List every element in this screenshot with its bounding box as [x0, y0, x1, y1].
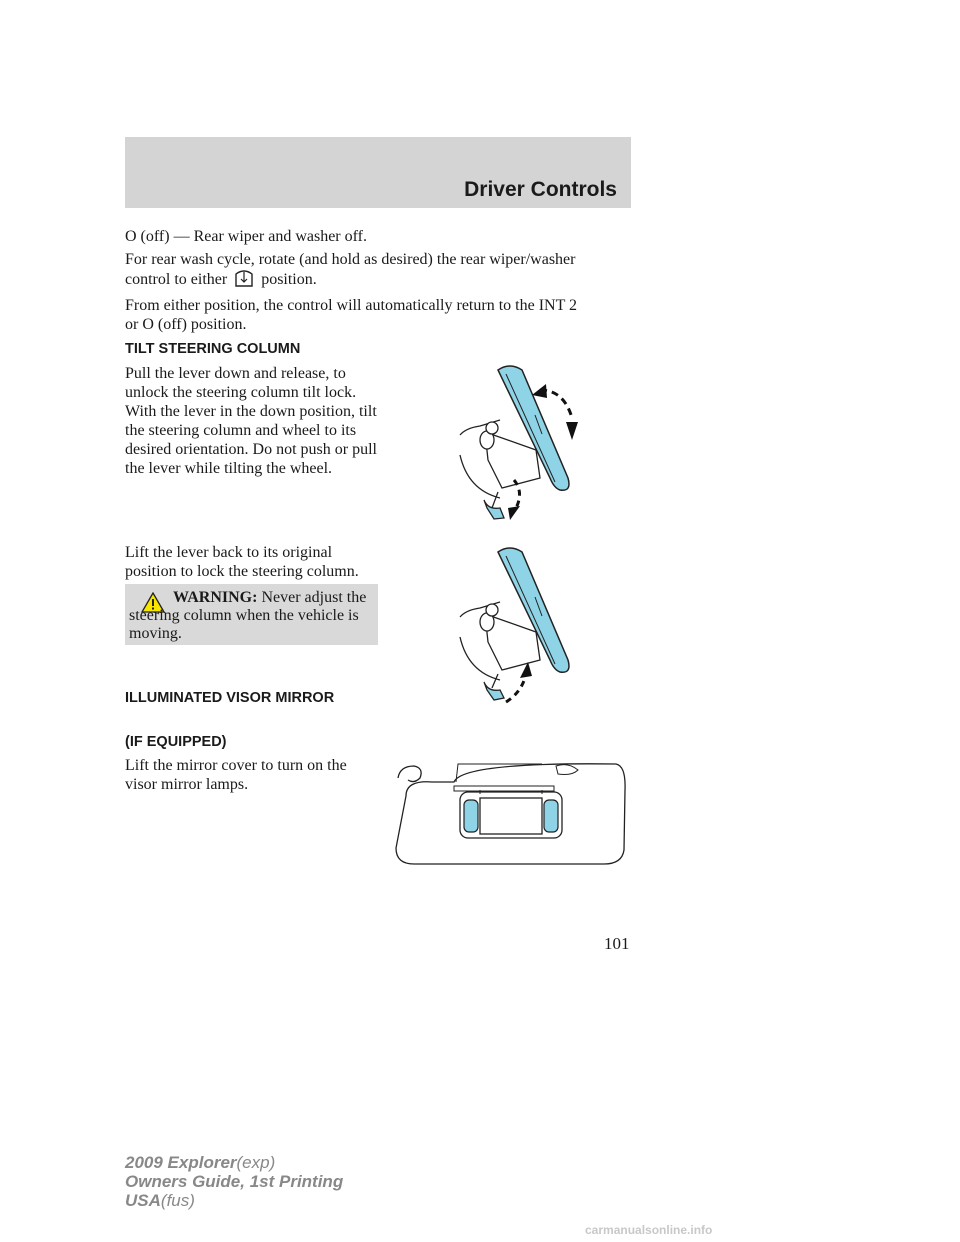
visor-heading: ILLUMINATED VISOR MIRROR [125, 690, 335, 706]
rear-wash-line-1: For rear wash cycle, rotate (and hold as desired) the rear wiper/washer [125, 251, 576, 268]
footer-line-1 [125, 1153, 343, 1172]
either-line-1: From either position, the control will automatically return to the INT 2 [125, 297, 578, 314]
footer-market-code: (fus) [160, 1191, 195, 1210]
watermark: carmanualsonline.info [585, 1223, 713, 1237]
footer-model-code: (exp) [236, 1153, 276, 1172]
tilt-instructions: Pull the lever down and release, to unlock the steering column tilt lock. With the lever in the down position, tilt the steering column and wheel to its desired orientation. Do not push or pull the lever while tilting the wheel. [125, 365, 377, 477]
footer-line-3 [125, 1191, 343, 1210]
warning-box [125, 584, 378, 645]
page-number: 101 [604, 934, 630, 953]
rear-wash-line-2 [125, 269, 317, 289]
section-header-band [125, 137, 631, 208]
warning-text [129, 589, 374, 643]
washer-icon [233, 269, 255, 287]
footer-line-2: Owners Guide, 1st Printing [125, 1172, 344, 1191]
footer-market: USA [125, 1191, 161, 1210]
rear-wash-line-2-end: position. [261, 271, 317, 288]
footer-model: 2009 Explorer [125, 1153, 237, 1172]
tilt-unlock-illustration [440, 360, 600, 525]
section-title: Driver Controls [464, 178, 617, 201]
off-paragraph: O (off) — Rear wiper and washer off. [125, 228, 367, 245]
warning-body: Never adjust the steering column when the vehicle is moving. [129, 589, 367, 642]
visor-instructions: Lift the mirror cover to turn on the visor mirror lamps. [125, 757, 347, 793]
either-line-2: or O (off) position. [125, 316, 247, 333]
visor-mirror-illustration [392, 760, 628, 870]
tilt-lock-illustration [440, 542, 600, 707]
rear-wash-line-2-start: control to either [125, 271, 228, 288]
visor-heading-qualifier: (IF EQUIPPED) [125, 734, 227, 750]
tilt-lock-instructions: Lift the lever back to its original position to lock the steering column. [125, 544, 359, 580]
document-footer [125, 1153, 343, 1210]
warning-label: WARNING: [173, 589, 258, 606]
tilt-heading: TILT STEERING COLUMN [125, 341, 301, 357]
